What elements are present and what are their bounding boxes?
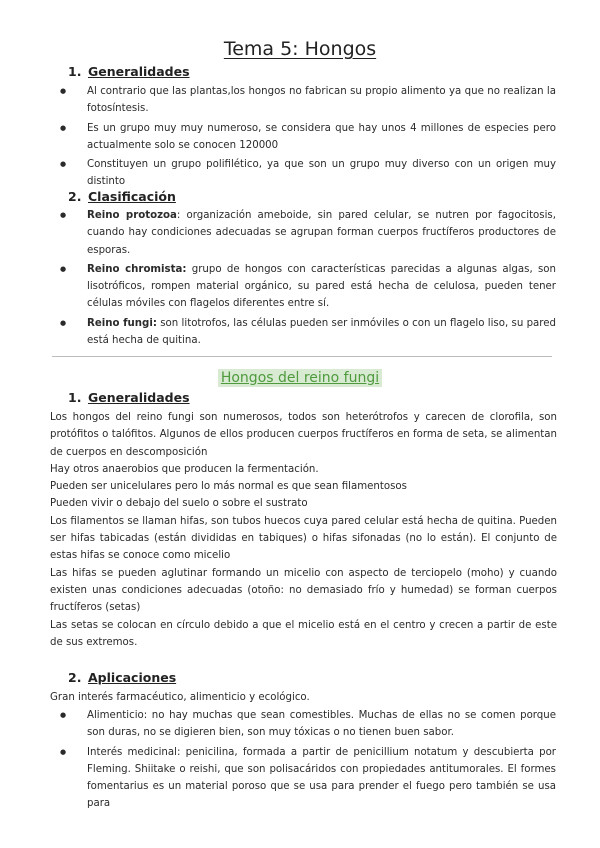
subtitle (0, 367, 600, 386)
term: Reino protozoa (87, 210, 177, 221)
section-heading-text: Generalidades (88, 390, 190, 405)
paragraph: Las setas se colocan en círculo debido a que el micelio está en el centro y crecen a partir de este de sus extremos. (50, 619, 557, 648)
list-item: ● Al contrario que las plantas,los hongos no fabrican su propio alimento ya que no realizan la fotosíntesis. (60, 83, 556, 118)
list-item: ● Es un grupo muy muy numeroso, se considera que hay unos 4 millones de especies pero actualmente solo se conocen 120000 (60, 120, 556, 155)
section-heading-text: Aplicaciones (88, 670, 177, 685)
aplicaciones-list (60, 707, 556, 815)
generalidades-fungi-body (50, 409, 557, 651)
definition: : organización ameboide, sin pared celular, se nutren por fagocitosis, cuando hay condiciones adecuadas se agrupan forman cuerpos fructíferos productores de esporas. (87, 210, 556, 256)
paragraph: Pueden vivir o debajo del suelo o sobre el sustrato (50, 498, 308, 510)
section-number: 2. (68, 670, 82, 685)
term: Reino chromista: (87, 263, 187, 275)
paragraph: Pueden ser unicelulares pero lo más normal es que sean filamentosos (50, 481, 407, 493)
section-heading-generalidades-fungi (68, 390, 190, 405)
section-number: 1. (68, 64, 82, 79)
term: Reino fungi: (87, 317, 157, 329)
generalidades-list (60, 83, 556, 193)
paragraph: Los filamentos se llaman hifas, son tubos huecos cuya pared celular está hecha de quitina. Pueden ser hifas tabicadas (están divididas en tabiques) o hifas sifonadas (no lo están). El conjunto de estas hifas se conoce como micelio (50, 515, 557, 562)
section-heading-text: Clasificación (88, 189, 176, 204)
paragraph: Hay otros anaerobios que producen la fermentación. (50, 463, 319, 475)
paragraph: Las hifas se pueden aglutinar formando un micelio con aspecto de terciopelo (moho) y cuando existen unas condiciones adecuadas (otoño: no demasiado frío y humedad) se forman cuerpos fructíferos (setas) (50, 567, 557, 614)
horizontal-divider (52, 356, 552, 357)
section-heading-generalidades (68, 64, 190, 79)
list-item (60, 207, 556, 259)
definition: son litotrofos, las células pueden ser inmóviles o con un flagelo liso, su pared está hecha de quitina. (87, 317, 557, 347)
section-heading-clasificacion (68, 189, 176, 204)
aplicaciones-intro (50, 689, 557, 706)
list-item: ● Alimenticio: no hay muchas que sean comestibles. Muchas de ellas no se comen porque son duras, no se digieren bien, son muy tóxicas o no tienen buen sabor. (60, 707, 556, 742)
subtitle-text: Hongos del reino fungi (218, 369, 382, 387)
definition: grupo de hongos con características parecidas a algunas algas, son lisotróficos, rompen material orgánico, su pared está hecha de celulosa, pueden tener células móviles con flagelos diferentes entre sí. (87, 263, 556, 310)
list-item (60, 261, 556, 313)
document-title: Tema 5: Hongos (223, 38, 377, 60)
section-heading-aplicaciones (68, 670, 176, 685)
list-item (60, 315, 556, 350)
clasificacion-list (60, 207, 556, 351)
section-number: 1. (68, 390, 82, 405)
section-number: 2. (68, 189, 82, 204)
list-item: ● Interés medicinal: penicilina, formada a partir de penicillium notatum y descubierta por Fleming. Shiitake o reishi, que son polisacáridos con propiedades antitumorales. El formes fomentarius es un material poroso que se usa para prender el fuego pero también se usa para (60, 744, 556, 813)
paragraph: Gran interés farmacéutico, alimenticio y ecológico. (50, 692, 310, 703)
list-item: ● Constituyen un grupo polifilético, ya que son un grupo muy diverso con un origen muy distinto (60, 156, 556, 191)
paragraph: Los hongos del reino fungi son numerosos, todos son heterótrofos y carecen de clorofila, son protófitos o talófitos. Algunos de ellos producen cuerpos fructíferos en forma de seta, se alimentan de cuerpos en descomposición (50, 412, 557, 458)
section-heading-text: Generalidades (88, 64, 190, 79)
